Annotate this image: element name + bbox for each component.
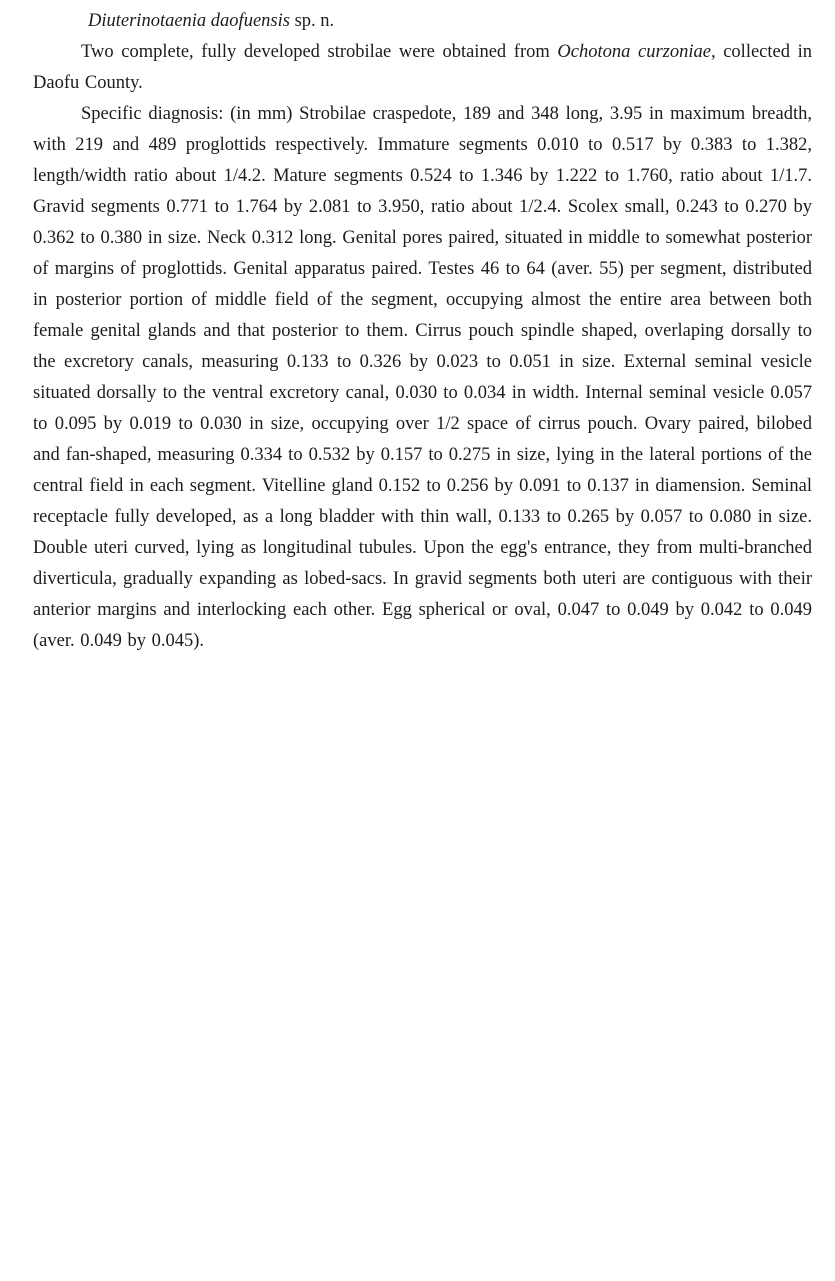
host-species-name: Ochotona curzoniae, [557, 42, 716, 62]
species-name: Diuterinotaenia daofuensis [88, 11, 290, 31]
intro-paragraph [33, 37, 812, 99]
intro-text: Two complete, fully developed strobilae were obtained from [81, 42, 550, 62]
species-heading [88, 6, 812, 37]
intro-location: collected in Daofu County. [33, 42, 813, 93]
diagnosis-paragraph: Specific diagnosis: (in mm) Strobilae craspedote, 189 and 348 long, 3.95 in maximum breadth, with 219 and 489 proglottids respectively. Immature segments 0.010 to 0.517 by 0.383 to 1.382, length/width ratio about 1/4.2. Mature segments 0.524 to 1.346 by 1.222 to 1.760, ratio about 1/1.7. Gravid segments 0.771 to 1.764 by 2.081 to 3.950, ratio about 1/2.4. Scolex small, 0.243 to 0.270 by 0.362 to 0.380 in size. Neck 0.312 long. Genital pores paired, situated in middle to somewhat posterior of margins of proglottids. Genital apparatus paired. Testes 46 to 64 (aver. 55) per segment, distributed in posterior portion of middle field of the segment, occupying almost the entire area between both female genital glands and that posterior to them. Cirrus pouch spindle shaped, overlaping dorsally to the excretory canals, measuring 0.133 to 0.326 by 0.023 to 0.051 in size. External seminal vesicle situated dorsally to the ventral excretory canal, 0.030 to 0.034 in width. Internal seminal vesicle 0.057 to 0.095 by 0.019 to 0.030 in size, occupying over 1/2 space of cirrus pouch. Ovary paired, bilobed and fan-shaped, measuring 0.334 to 0.532 by 0.157 to 0.275 in size, lying in the lateral portions of the central field in each segment. Vitelline gland 0.152 to 0.256 by 0.091 to 0.137 in diamension. Seminal receptacle fully developed, as a long bladder with thin wall, 0.133 to 0.265 by 0.057 to 0.080 in size. Double uteri curved, lying as longitudinal tubules. Upon the egg's entrance, they from multi-branched diverticula, gradually expanding as lobed-sacs. In gravid segments both uteri are contiguous with their anterior margins and interlocking each other. Egg spherical or oval, 0.047 to 0.049 by 0.042 to 0.049 (aver. 0.049 by 0.045). [33, 104, 812, 651]
species-suffix: sp. n. [294, 11, 335, 31]
species-description [33, 6, 812, 657]
